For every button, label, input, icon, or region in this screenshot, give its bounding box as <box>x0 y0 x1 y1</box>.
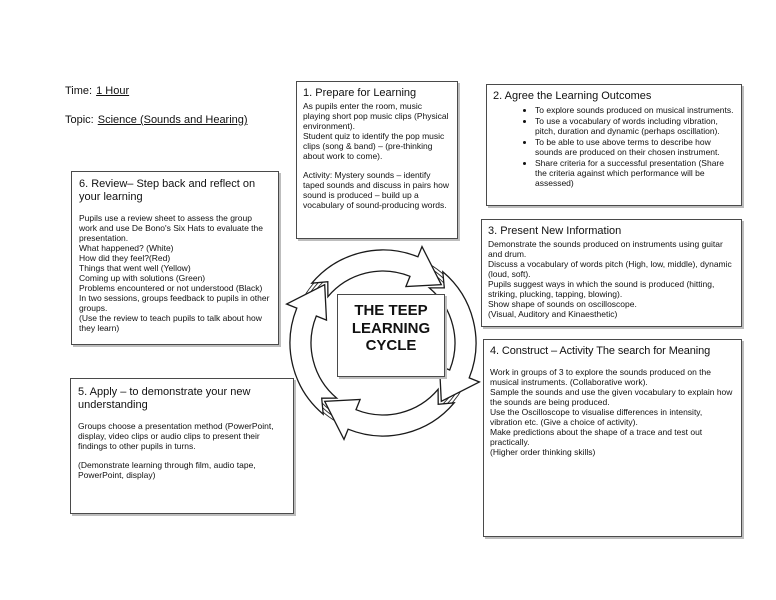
box-paragraph: As pupils enter the room, music playing short pop music clips (Physical environment). <box>303 101 449 131</box>
box-paragraph: Sample the sounds and use the given vocabulary to explain how the sounds are being produced. <box>490 387 733 407</box>
cycle-title-box <box>337 294 445 377</box>
box-paragraph: What happened? (White) <box>79 243 174 253</box>
cycle-arrow <box>287 285 337 415</box>
list-item: • Share criteria for a successful presentation (Share the criteria against which performance will be assessed) <box>535 158 735 188</box>
box-paragraph: Make predictions about the shape of a trace and test out practically. <box>490 427 703 447</box>
box-paragraph: Problems encountered or not understood (Black) <box>79 283 263 293</box>
box-paragraph: Coming up with solutions (Green) <box>79 273 206 283</box>
box-paragraph: Work in groups of 3 to explore the sounds produced on the musical instruments. (Collaborative work). <box>490 367 711 387</box>
cycle-title-line: THE TEEP <box>354 302 428 319</box>
time-value: 1 Hour <box>96 85 130 97</box>
list-item: • To explore sounds produced on musical instruments. <box>535 105 735 115</box>
lesson-meta <box>65 85 248 143</box>
box-paragraph: (Use the review to teach pupils to talk about how they learn) <box>79 313 262 333</box>
box-prepare-for-learning <box>296 81 458 239</box>
topic-value: Science (Sounds and Hearing) <box>97 114 248 126</box>
cycle-title-line: CYCLE <box>365 337 417 354</box>
box-paragraph: Use the Oscilloscope to visualise differences in intensity, vibration etc. (Give a choice of activity). <box>490 407 703 427</box>
topic-row <box>65 114 248 127</box>
time-label: Time: <box>65 85 93 97</box>
box-paragraph: Pupils suggest ways in which the sound is produced (hitting, striking, plucking, tapping, blowing). <box>488 279 715 299</box>
cycle-title-line: LEARNING <box>351 319 431 337</box>
box-apply-demonstrate-understanding <box>70 378 294 514</box>
box-heading: 5. Apply – to demonstrate your new understanding <box>78 386 251 411</box>
list-item: • To use a vocabulary of words including vibration, pitch, duration and dynamic (perhaps oscillation). <box>535 116 735 136</box>
box-review-step-back-reflect <box>71 171 279 345</box>
box-paragraph: In two sessions, groups feedback to pupils in other groups. <box>79 293 270 313</box>
box-paragraph: Activity: Mystery sounds – identify taped sounds and discuss in pairs how sound is produced – build up a vocabulary of sound-producing words. <box>303 170 450 210</box>
box-paragraph: Groups choose a presentation method (PowerPoint, display, video clips or audio clips to present their findings to other pupils in turns. <box>78 421 274 451</box>
box-paragraph: Show shape of sounds on oscilloscope. <box>488 299 637 309</box>
box-paragraph: Student quiz to identify the pop music clips (song & band) – (pre-thinking about work to come). <box>303 131 445 161</box>
box-paragraph: (Higher order thinking skills) <box>490 447 596 457</box>
box-present-new-information <box>481 219 742 327</box>
box-paragraph: How did they feel?(Red) <box>79 253 171 263</box>
list-item: • To be able to use above terms to describe how sounds are produced on their chosen instrument. <box>535 137 735 157</box>
box-heading: 3. Present New Information <box>488 225 622 237</box>
box-construct-search-for-meaning <box>483 339 742 537</box>
box-heading: 2. Agree the Learning Outcomes <box>493 90 652 102</box>
topic-label: Topic: <box>65 114 94 126</box>
cycle-arrow <box>325 389 455 439</box>
time-row <box>65 85 248 98</box>
box-paragraph: Things that went well (Yellow) <box>79 263 191 273</box>
box-paragraph: Discuss a vocabulary of words pitch (High, low, middle), dynamic (loud, soft). <box>488 259 732 279</box>
box-paragraph: Demonstrate the sounds produced on instruments using guitar and drum. <box>488 239 723 259</box>
box-paragraph: (Visual, Auditory and Kinaesthetic) <box>488 309 618 319</box>
cycle-arrow <box>312 247 442 297</box>
box-heading: 4. Construct – Activity The search for Meaning <box>490 345 711 357</box>
box-heading: 6. Review– Step back and reflect on your learning <box>79 178 256 203</box>
box-agree-learning-outcomes <box>486 84 742 206</box>
box-heading: 1. Prepare for Learning <box>303 87 417 99</box>
box-paragraph: (Demonstrate learning through film, audio tape, PowerPoint, display) <box>78 460 256 480</box>
outcomes-list <box>493 105 735 188</box>
box-paragraph: Pupils use a review sheet to assess the group work and use De Bono's Six Hats to evaluate the presentation. <box>79 213 264 243</box>
